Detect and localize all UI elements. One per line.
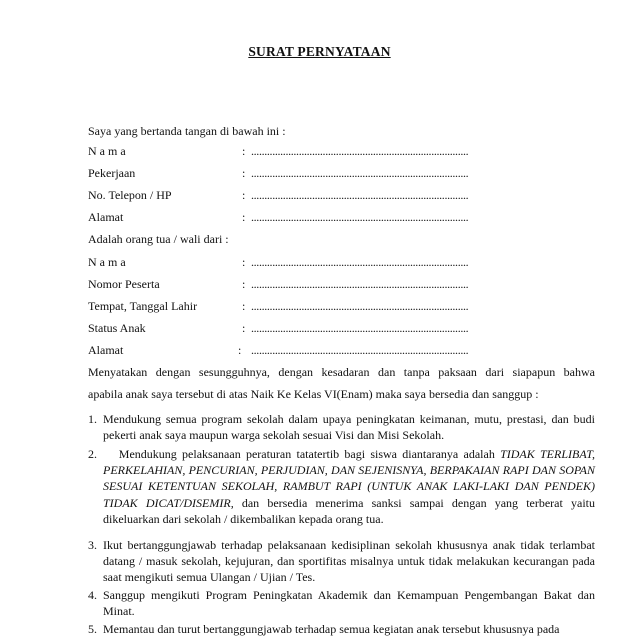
list-item-3	[88, 537, 595, 586]
field-label: No. Telepon / HP	[88, 188, 172, 202]
list-text	[103, 446, 595, 527]
intro-text: Saya yang bertanda tangan di bawah ini :	[88, 124, 286, 138]
field-blank: ..................................................................................	[251, 343, 469, 357]
list-item-2	[88, 446, 595, 527]
statement-line-1: Menyatakan dengan sesungguhnya, dengan kesadaran dan tanpa paksaan dari siapapun bahwa	[88, 365, 595, 379]
field-colon: :	[242, 144, 246, 158]
field-label: N a m a	[88, 144, 126, 158]
field-colon: :	[242, 188, 246, 202]
field-blank: ..................................................................................	[251, 321, 469, 335]
field-label: Alamat	[88, 343, 124, 357]
field-label: Pekerjaan	[88, 166, 136, 180]
list-text-plain: Mendukung pelaksanaan peraturan tatatertib bagi siswa diantaranya adalah	[103, 447, 501, 461]
field-colon: :	[242, 255, 246, 269]
list-text-plain-end: dan bersedia menerima sanksi sampai dengan yang terberat yaitu dikeluarkan dari sekolah / dikembalikan kepada orang tua.	[103, 495, 595, 526]
field-label: Status Anak	[88, 321, 146, 335]
list-text: Sanggup mengikuti Program Peningkatan Akademik dan Kemampuan Pengembangan Bakat dan Minat.	[103, 588, 595, 619]
list-item-1	[88, 411, 595, 443]
field-blank: ..................................................................................	[251, 144, 469, 158]
list-item-5	[88, 621, 595, 637]
list-number: 1.	[88, 412, 97, 426]
field-label: Alamat	[88, 210, 124, 224]
field-blank: ..................................................................................	[251, 210, 469, 224]
list-item-4	[88, 587, 595, 619]
field-blank: ..................................................................................	[251, 277, 469, 291]
field-colon: :	[238, 343, 242, 357]
list-text: Mendukung semua program sekolah dalam upaya peningkatan keimanan, mutu, prestasi, dan budi pekerti anak saya maupun warga sekolah sesuai Visi dan Misi Sekolah.	[103, 412, 595, 443]
field-blank: ..................................................................................	[251, 299, 469, 313]
list-number: 5.	[88, 622, 97, 636]
list-text: Memantau dan turut bertanggungjawab terhadap semua kegiatan anak tersebut khususnya pada	[103, 622, 560, 636]
guardian-label: Adalah orang tua / wali dari :	[88, 232, 229, 246]
document-title: SURAT PERNYATAAN	[248, 44, 391, 59]
statement-line-2: apabila anak saya tersebut di atas Naik Ke Kelas VI(Enam) maka saya bersedia dan sanggup :	[88, 387, 539, 401]
field-colon: :	[242, 277, 246, 291]
field-colon: :	[242, 321, 246, 335]
field-blank: ..................................................................................	[251, 188, 469, 202]
field-label: Nomor Peserta	[88, 277, 160, 291]
list-text-italic: TIDAK TERLIBAT, PERKELAHIAN, PENCURIAN, PERJUDIAN, DAN SEJENISNYA, BERPAKAIAN RAPI DAN SOPAN SESUAI KETENTUAN SEKOLAH, RAMBUT RAPI (UNTUK ANAK LAKI-LAKI DAN PENDEK) TIDAK DICAT/DISEMIR,	[103, 447, 596, 510]
field-colon: :	[242, 166, 246, 180]
list-text: Ikut bertanggungjawab terhadap pelaksanaan kedisiplinan sekolah khususnya anak tidak terlambat datang / masuk sekolah, kejujuran, dan sportifitas misalnya untuk tidak melakukan kecurangan pada saat mengikuti semua Ulangan / Ujian / Tes.	[103, 538, 595, 585]
field-colon: :	[242, 210, 246, 224]
field-colon: :	[242, 299, 246, 313]
field-label: N a m a	[88, 255, 126, 269]
list-number: 4.	[88, 588, 97, 602]
field-blank: ..................................................................................	[251, 166, 469, 180]
list-number: 3.	[88, 538, 97, 552]
list-number: 2.	[88, 447, 97, 461]
field-blank: ..................................................................................	[251, 255, 469, 269]
field-label: Tempat, Tanggal Lahir	[88, 299, 198, 313]
